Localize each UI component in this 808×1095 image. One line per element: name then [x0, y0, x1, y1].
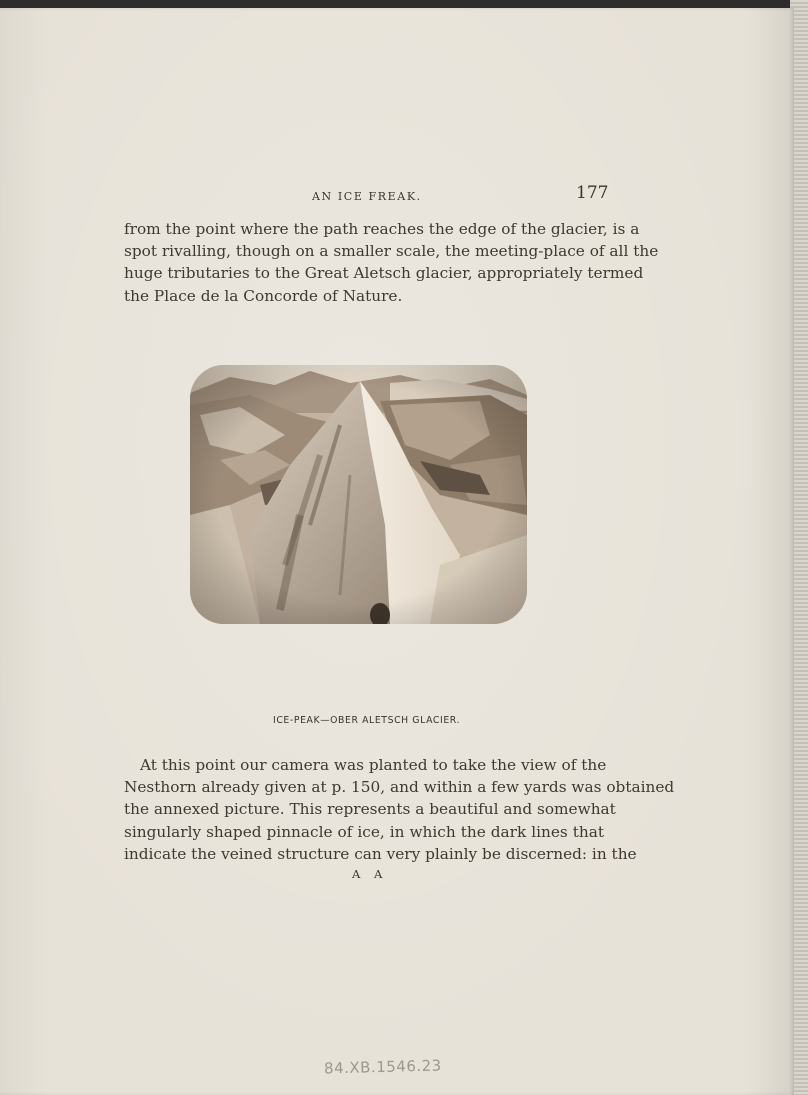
- paragraph-1-line: the Place de la Concorde of Nature.: [124, 286, 403, 305]
- ice-peak-photograph: [190, 365, 527, 624]
- paragraph-1-line: spot rivalling, though on a smaller scale, the meeting-place of all the: [124, 242, 659, 261]
- paragraph-2-line: indicate the veined structure can very plainly be discerned: in the: [124, 844, 637, 863]
- paragraph-2-line: At this point our camera was planted to take the view of the: [140, 756, 607, 774]
- book-page: [0, 8, 794, 1095]
- paragraph-2: [124, 754, 675, 865]
- plate-caption: ICE-PEAK—OBER ALETSCH GLACIER.: [273, 715, 461, 726]
- paragraph-2-line: Nesthorn already given at p. 150, and within a few yards was obtained: [124, 778, 675, 797]
- paragraph-1: [124, 218, 659, 307]
- paragraph-2-line: singularly shaped pinnacle of ice, in which the dark lines that: [124, 822, 604, 841]
- running-head: AN ICE FREAK.: [312, 190, 422, 203]
- paragraph-1-line: huge tributaries to the Great Aletsch glacier, appropriately termed: [124, 264, 644, 283]
- pencil-shelfmark: 84.XB.1546.23: [323, 1056, 442, 1078]
- page-number: 177: [576, 183, 609, 203]
- signature-mark: A A: [352, 867, 388, 881]
- paragraph-2-line: the annexed picture. This represents a beautiful and somewhat: [124, 800, 616, 819]
- paragraph-1-line: from the point where the path reaches the edge of the glacier, is a: [124, 220, 640, 238]
